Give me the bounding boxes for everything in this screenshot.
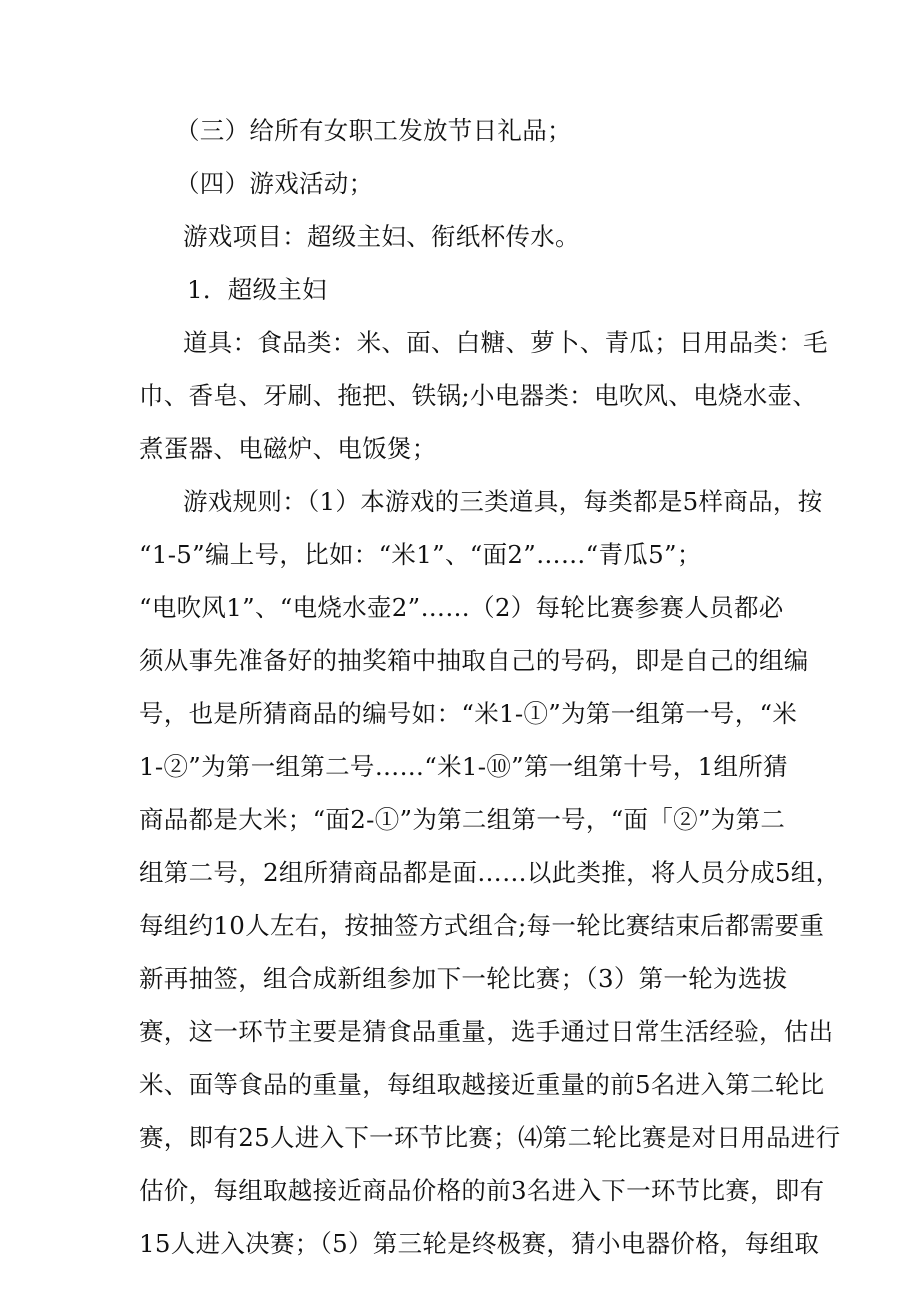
text-line-gift: （三）给所有女职工发放节日礼品； [175, 116, 572, 145]
text-line-game-items: 游戏项目：超级主妇、衔纸杯传水。 [183, 222, 580, 251]
text-line-super-housewife-heading: 1．超级主妇 [187, 275, 327, 304]
text-line-rules-9: 每组约10人左右，按抽签方式组合;每一轮比赛结束后都需要重 [139, 911, 825, 940]
text-line-rules-5: 号，也是所猜商品的编号如：“米1-①”为第一组第一号，“米 [139, 699, 798, 728]
text-line-props-1: 道具：食品类：米、面、白糖、萝卜、青瓜；日用品类：毛 [183, 328, 828, 357]
text-line-rules-14: 估价，每组取越接近商品价格的前3名进入下一环节比赛，即有 [139, 1176, 825, 1205]
text-line-rules-4: 须从事先准备好的抽奖箱中抽取自己的号码，即是自己的组编 [139, 646, 809, 675]
text-line-rules-1: 游戏规则：（1）本游戏的三类道具，每类都是5样商品，按 [183, 487, 823, 516]
text-line-rules-15: 15人进入决赛；（5）第三轮是终极赛，猜小电器价格，每组取 [139, 1229, 820, 1258]
text-line-rules-2: “1-5”编上号，比如：“米1”、“面2”……“青瓜5”； [139, 540, 702, 569]
text-line-props-2: 巾、香皂、牙刷、拖把、铁锅;小电器类：电吹风、电烧水壶、 [139, 381, 818, 410]
text-line-rules-8: 组第二号，2组所猜商品都是面……以此类推，将人员分成5组， [139, 858, 841, 887]
text-line-rules-7: 商品都是大米；“面2-①”为第二组第一号，“面「②”为第二 [139, 805, 786, 834]
text-line-games: （四）游戏活动； [175, 169, 374, 198]
text-line-rules-10: 新再抽签，组合成新组参加下一轮比赛；（3）第一轮为选拔 [139, 964, 788, 993]
text-line-rules-13: 赛，即有25人进入下一环节比赛；⑷第二轮比赛是对日用品进行 [139, 1123, 841, 1152]
text-line-rules-6: 1-②”为第一组第二号……“米1-⑩”第一组第十号，1组所猜 [139, 752, 788, 781]
text-line-rules-3: “电吹风1”、“电烧水壶2”……（2）每轮比赛参赛人员都必 [139, 593, 784, 622]
text-line-rules-11: 赛，这一环节主要是猜食品重量，选手通过日常生活经验，估出 [139, 1017, 834, 1046]
document-body [139, 108, 841, 1274]
text-line-props-3: 煮蛋器、电磁炉、电饭煲； [139, 434, 437, 463]
text-line-rules-12: 米、面等食品的重量，每组取越接近重量的前5名进入第二轮比 [139, 1070, 825, 1099]
